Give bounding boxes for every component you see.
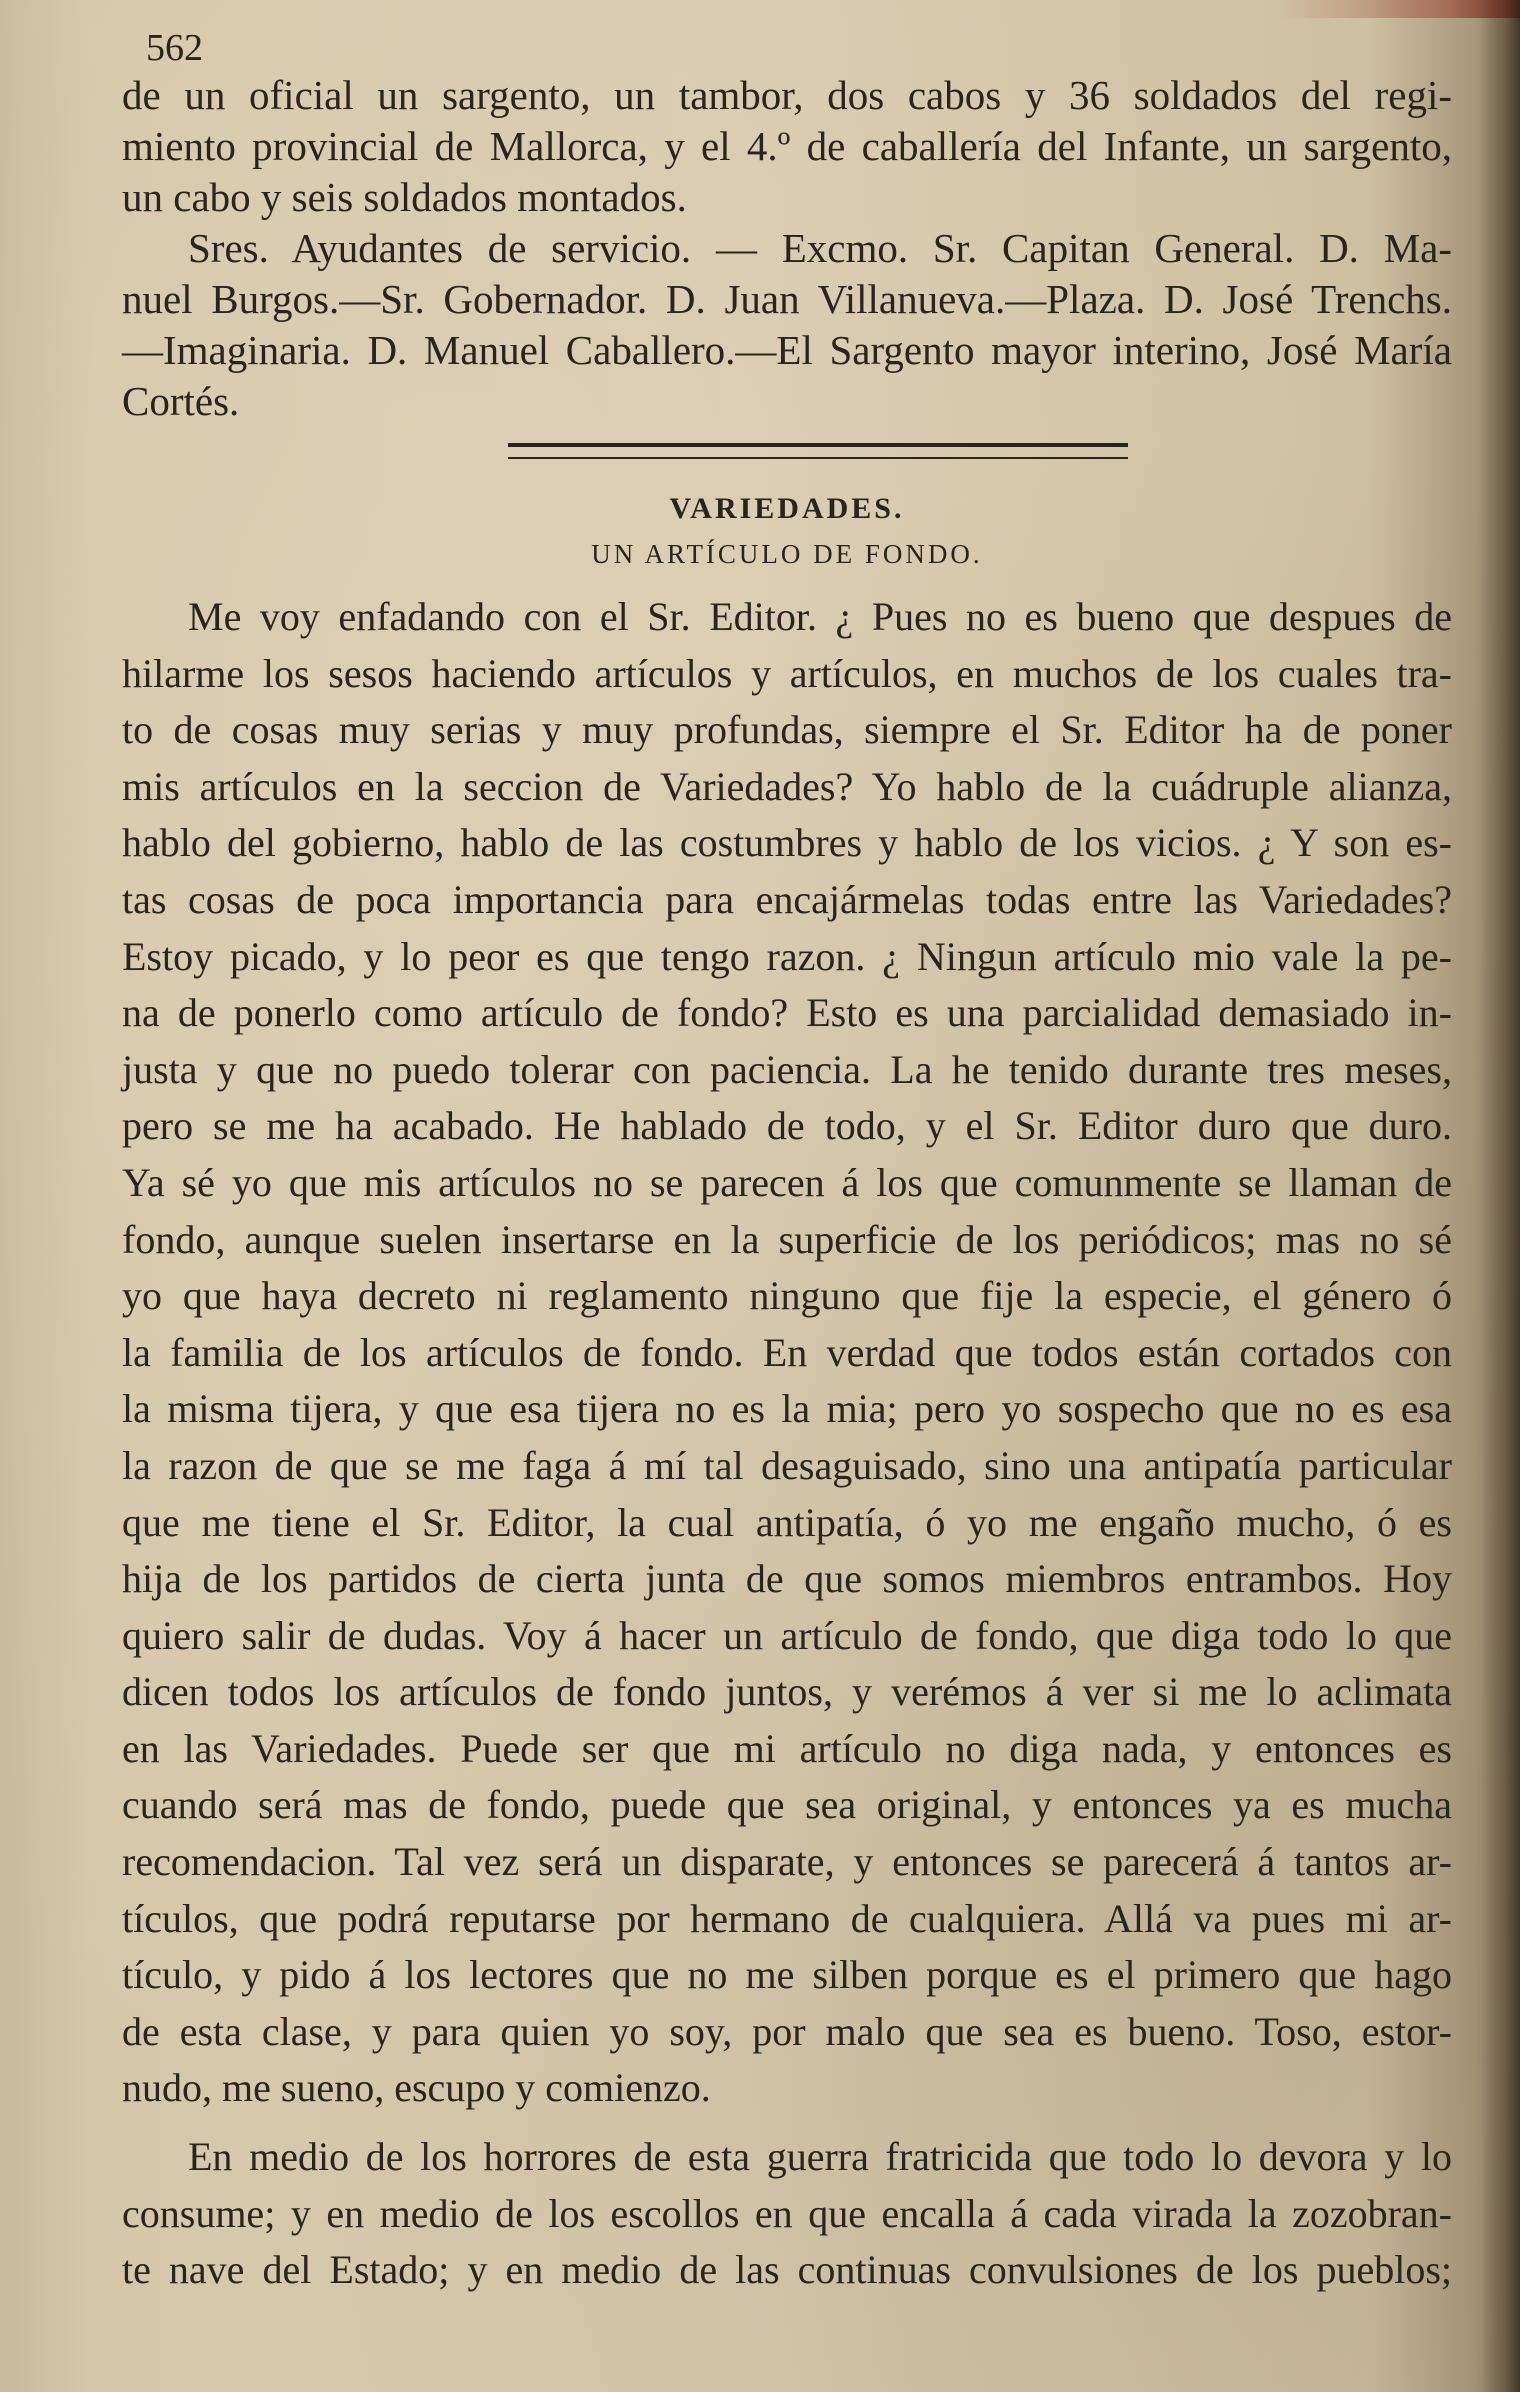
text-line: dicen todos los artículos de fondo juntos, y verémos á ver si me lo aclimata	[122, 1669, 1452, 1715]
text-line: —Imaginaria. D. Manuel Caballero.—El Sargento mayor interino, José María	[122, 327, 1452, 373]
text-line: tículo, y pido á los lectores que no me silben porque es el primero que hago	[122, 1952, 1452, 1998]
text-line: hablo del gobierno, hablo de las costumbres y hablo de los vicios. ¿ Y son es-	[122, 820, 1452, 866]
page-edge-shadow	[1480, 0, 1520, 2392]
text-line: Cortés.	[122, 378, 240, 424]
text-line: hija de los partidos de cierta junta de que somos miembros entrambos. Hoy	[122, 1556, 1452, 1602]
text-line: yo que haya decreto ni reglamento ninguno que fije la especie, el género ó	[122, 1273, 1452, 1319]
paragraph	[122, 2129, 1452, 2299]
text-line: cuando será mas de fondo, puede que sea original, y entonces ya es mucha	[122, 1782, 1452, 1828]
text-line: pero se me ha acabado. He hablado de todo, y el Sr. Editor duro que duro.	[122, 1103, 1452, 1149]
text-line: de un oficial un sargento, un tambor, dos cabos y 36 soldados del regi-	[122, 72, 1452, 118]
article-body	[122, 589, 1452, 2299]
text-line: to de cosas muy serias y muy profundas, siempre el Sr. Editor ha de poner	[122, 707, 1452, 753]
text-line: na de ponerlo como artículo de fondo? Esto es una parcialidad demasiado in-	[122, 990, 1452, 1036]
text-line: nuel Burgos.—Sr. Gobernador. D. Juan Villanueva.—Plaza. D. José Trenchs.	[122, 276, 1452, 322]
text-line: en las Variedades. Puede ser que mi artículo no diga nada, y entonces es	[122, 1725, 1452, 1771]
paragraph-gap	[122, 2117, 1452, 2129]
text-line: la familia de los artículos de fondo. En verdad que todos están cortados con	[122, 1329, 1452, 1375]
section-title: VARIEDADES.	[669, 492, 905, 525]
page-text	[122, 26, 1452, 2299]
text-line: tículos, que podrá reputarse por hermano de cualquiera. Allá va pues mi ar-	[122, 1895, 1452, 1941]
text-line: hilarme los sesos haciendo artículos y artículos, en muchos de los cuales tra-	[122, 650, 1452, 696]
text-line: quiero salir de dudas. Voy á hacer un artículo de fondo, que diga todo lo que	[122, 1612, 1452, 1658]
article-title: UN ARTÍCULO DE FONDO.	[591, 539, 983, 569]
text-line: recomendacion. Tal vez será un disparate, y entonces se parecerá á tantos ar-	[122, 1839, 1452, 1885]
text-line: tas cosas de poca importancia para encajármelas todas entre las Variedades?	[122, 876, 1452, 922]
text-line: nudo, me sueno, escupo y comienzo.	[122, 2065, 711, 2111]
text-line: Ya sé yo que mis artículos no se parecen á los que comunmente se llaman de	[122, 1159, 1452, 1205]
text-line: mis artículos en la seccion de Variedades? Yo hablo de la cuádruple alianza,	[122, 763, 1452, 809]
text-line: En medio de los horrores de esta guerra fratricida que todo lo devora y lo	[188, 2134, 1452, 2180]
text-line: Sres. Ayudantes de servicio. — Excmo. Sr. Capitan General. D. Ma-	[188, 225, 1452, 271]
text-line: te nave del Estado; y en medio de las continuas convulsiones de los pueblos;	[122, 2247, 1452, 2293]
text-line: de esta clase, y para quien yo soy, por malo que sea es bueno. Toso, estor-	[122, 2008, 1452, 2054]
text-line: miento provincial de Mallorca, y el 4.º de caballería del Infante, un sargento,	[122, 123, 1452, 169]
text-line: consume; y en medio de los escollos en que encalla á cada virada la zozobran-	[122, 2190, 1452, 2236]
section-divider	[508, 443, 1128, 459]
paragraph	[122, 589, 1452, 2117]
text-line: que me tiene el Sr. Editor, la cual antipatía, ó yo me engaño mucho, ó es	[122, 1499, 1452, 1545]
text-line: la misma tijera, y que esa tijera no es la mia; pero yo sospecho que no es esa	[122, 1386, 1452, 1432]
text-line: justa y que no puedo tolerar con paciencia. La he tenido durante tres meses,	[122, 1046, 1452, 1092]
intro-section	[122, 70, 1452, 427]
text-line: fondo, aunque suelen insertarse en la superficie de los periódicos; mas no sé	[122, 1216, 1452, 1262]
text-line: un cabo y seis soldados montados.	[122, 174, 687, 220]
text-line: la razon de que se me faga á mí tal desaguisado, sino una antipatía particular	[122, 1442, 1452, 1488]
text-line: Estoy picado, y lo peor es que tengo razon. ¿ Ningun artículo mio vale la pe-	[122, 933, 1452, 979]
text-line: Me voy enfadando con el Sr. Editor. ¿ Pues no es bueno que despues de	[188, 594, 1452, 639]
page-number: 562	[146, 27, 203, 69]
